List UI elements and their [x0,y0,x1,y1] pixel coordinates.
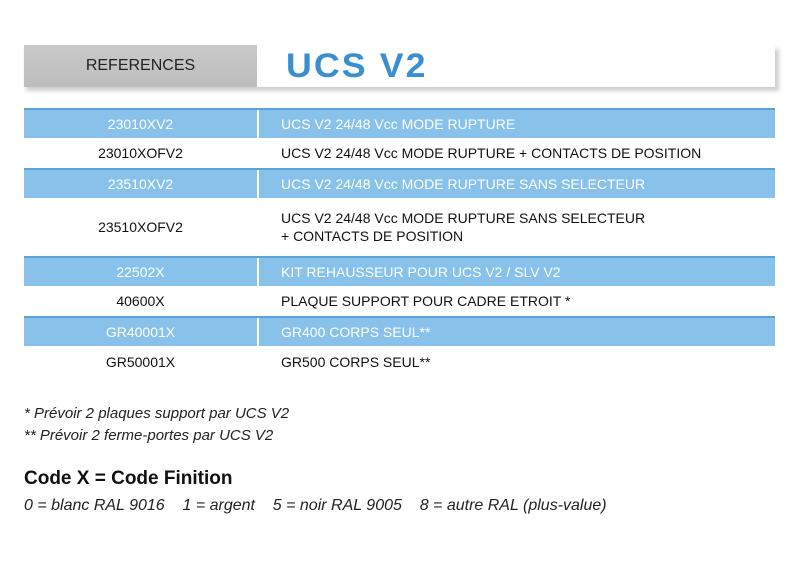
finish-code: 8 = autre RAL (plus-value) [419,497,607,514]
table-row [24,317,775,346]
description-line-2: + CONTACTS DE POSITION [281,228,464,244]
reference-code: 23510XV2 [24,169,257,198]
header-bar [24,45,775,87]
code-title: Code X = Code Finition [24,468,233,489]
footnote-1: * Prévoir 2 plaques support par UCS V2 [24,405,290,422]
reference-code: 22502X [24,257,257,286]
reference-code: GR40001X [24,317,257,346]
reference-description: UCS V2 24/48 Vcc MODE RUPTURE SANS SELECTEUR [259,169,775,198]
product-title: UCS V2 [286,46,428,85]
references-table [24,108,775,377]
finish-codes [24,497,607,515]
table-row [24,138,775,169]
footnotes [24,403,289,447]
reference-description: GR500 CORPS SEUL** [259,346,775,377]
reference-code: 23510XOFV2 [24,198,257,257]
table-row [24,286,775,317]
reference-description: UCS V2 24/48 Vcc MODE RUPTURE + CONTACTS DE POSITION [259,138,775,169]
table-row [24,198,775,257]
reference-description: KIT REHAUSSEUR POUR UCS V2 / SLV V2 [259,257,775,286]
table-row [24,169,775,198]
reference-code: 23010XV2 [24,109,257,138]
finish-code: 0 = blanc RAL 9016 [24,497,165,514]
table-row [24,346,775,377]
reference-description: PLAQUE SUPPORT POUR CADRE ETROIT * [259,286,775,317]
finish-code: 1 = argent [182,497,255,514]
header [24,45,777,89]
reference-code: GR50001X [24,346,257,377]
reference-description: GR400 CORPS SEUL** [259,317,775,346]
footnote-2: ** Prévoir 2 ferme-portes par UCS V2 [24,427,274,444]
finish-code: 5 = noir RAL 9005 [272,497,402,514]
references-label: REFERENCES [24,45,257,87]
reference-code: 40600X [24,286,257,317]
table-row [24,109,775,138]
table-row [24,257,775,286]
reference-code: 23010XOFV2 [24,138,257,169]
reference-description [259,198,775,257]
reference-description: UCS V2 24/48 Vcc MODE RUPTURE [259,109,775,138]
description-line-1: UCS V2 24/48 Vcc MODE RUPTURE SANS SELECTEUR [281,210,646,226]
